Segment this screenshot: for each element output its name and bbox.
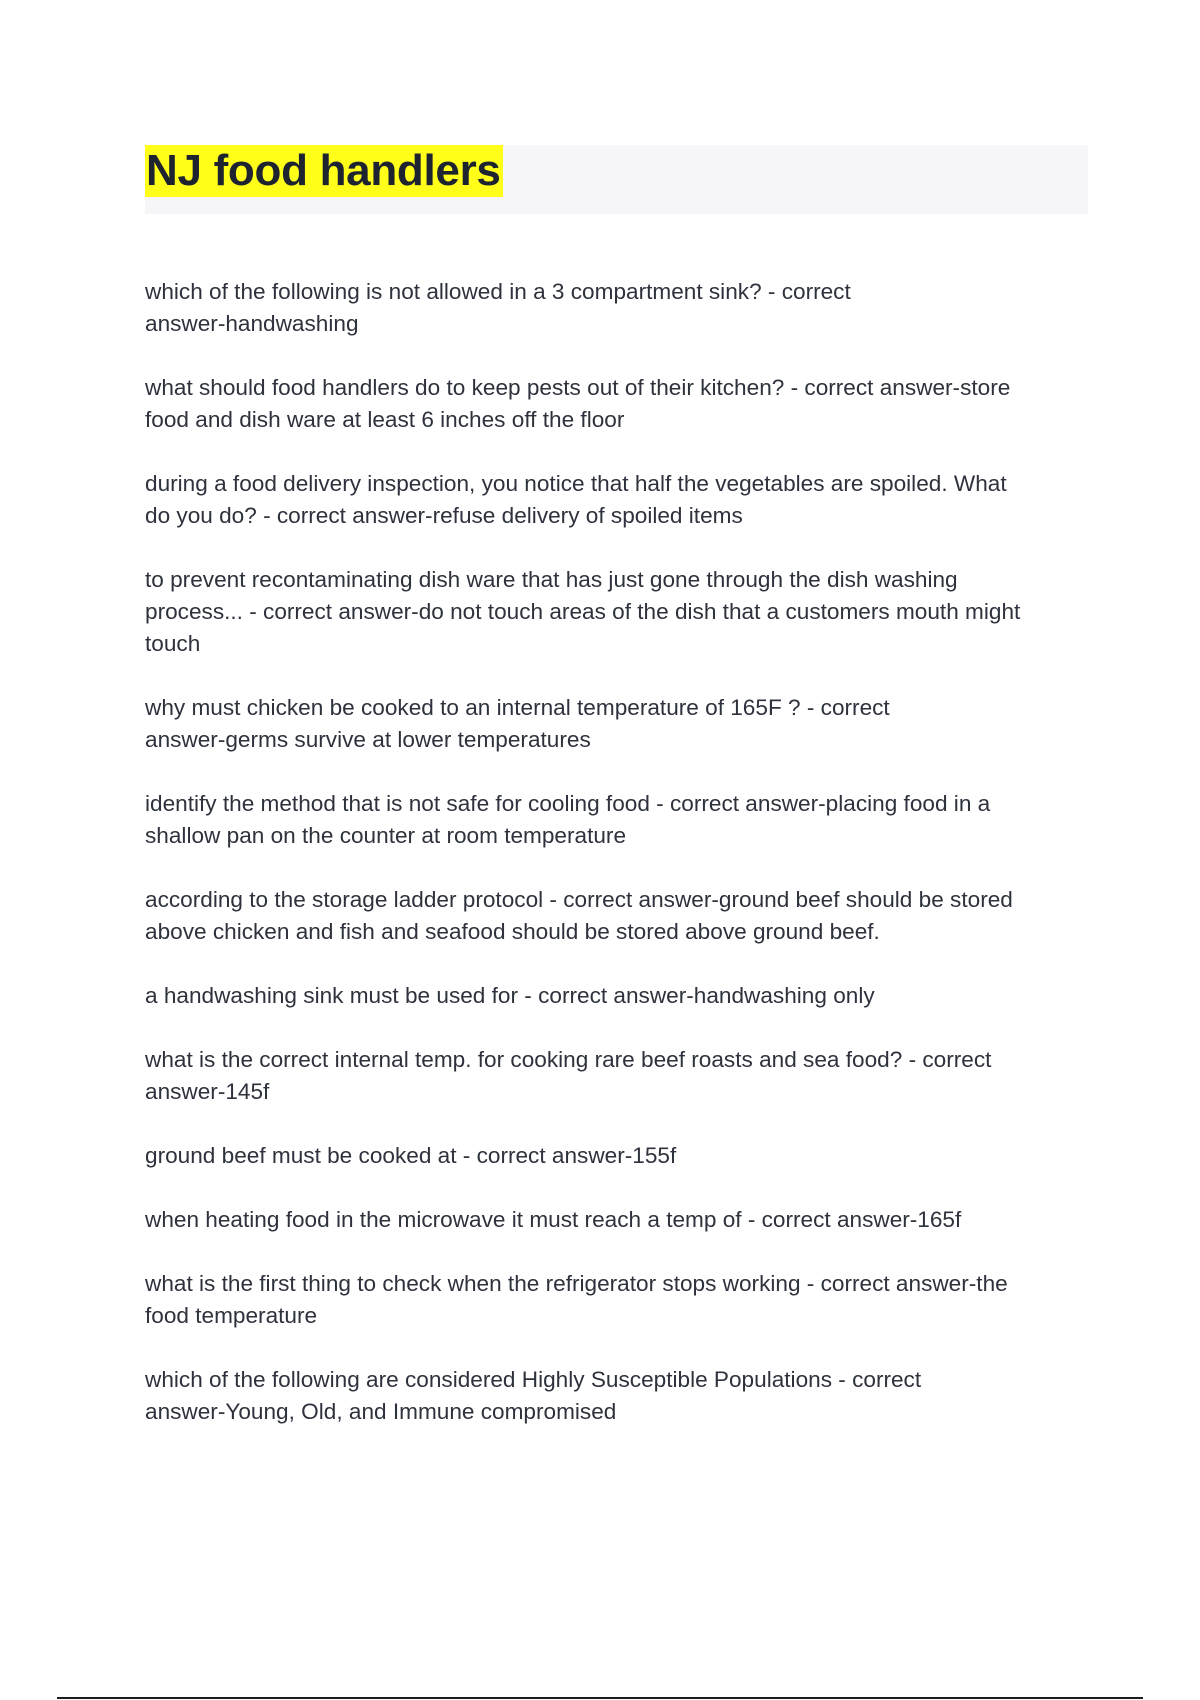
qa-item: identify the method that is not safe for cooling food - correct answer-placing food in a shallow pan on the counter at room temperature: [145, 791, 991, 848]
document-title: NJ food handlers: [146, 146, 501, 195]
qa-list: [145, 276, 1085, 1460]
qa-item: what is the first thing to check when the refrigerator stops working - correct answer-the food temperature: [145, 1271, 1008, 1328]
qa-item: ground beef must be cooked at - correct answer-155f: [145, 1143, 677, 1168]
qa-item: what is the correct internal temp. for cooking rare beef roasts and sea food? - correct answer-145f: [145, 1047, 992, 1104]
qa-item: which of the following are considered Highly Susceptible Populations - correct answer-Young, Old, and Immune compromised: [145, 1367, 922, 1424]
footer-divider: [57, 1697, 1143, 1699]
qa-item: to prevent recontaminating dish ware that has just gone through the dish washing process... - correct answer-do not touch areas of the dish that a customers mouth might touch: [145, 567, 1021, 656]
qa-item: which of the following is not allowed in a 3 compartment sink? - correct answer-handwashing: [145, 279, 851, 336]
qa-item: according to the storage ladder protocol - correct answer-ground beef should be stored above chicken and fish and seafood should be stored above ground beef.: [145, 887, 1013, 944]
qa-item: why must chicken be cooked to an internal temperature of 165F ? - correct answer-germs survive at lower temperatures: [145, 695, 890, 752]
qa-item: a handwashing sink must be used for - correct answer-handwashing only: [145, 983, 875, 1008]
qa-item: what should food handlers do to keep pests out of their kitchen? - correct answer-store food and dish ware at least 6 inches off the floor: [145, 375, 1011, 432]
qa-item: when heating food in the microwave it must reach a temp of - correct answer-165f: [145, 1207, 962, 1232]
qa-item: during a food delivery inspection, you notice that half the vegetables are spoiled. What do you do? - correct answer-refuse delivery of spoiled items: [145, 471, 1007, 528]
